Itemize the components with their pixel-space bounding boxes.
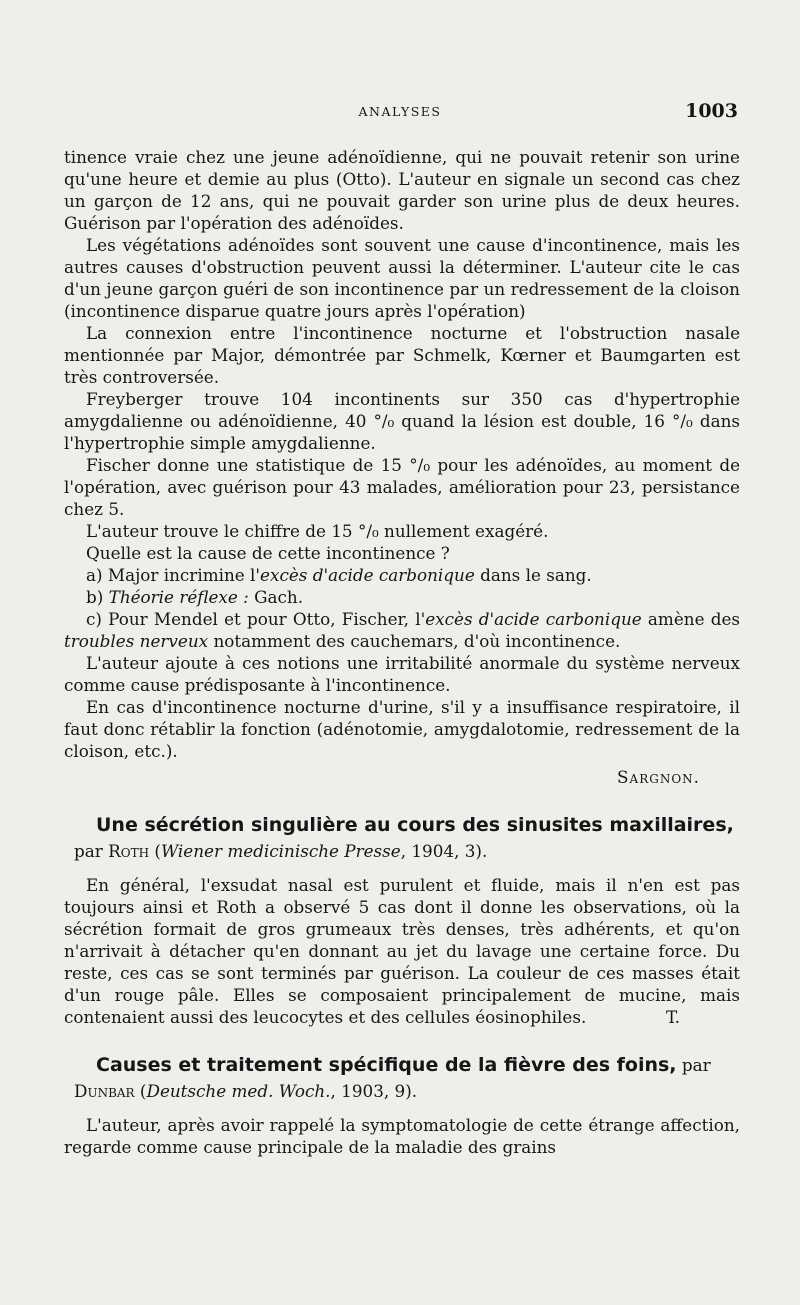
article-fievre-des-foins <box>64 1052 740 1158</box>
page-number: 1003 <box>685 100 738 122</box>
article-secretion-sinusites <box>64 812 740 1028</box>
article-body: En général, l'exsudat nasal est purulent et fluide, mais il n'en est pas toujours ainsi et Roth a observé 5 cas dont il donne les observations, où la sécrétion formait de gros grumeaux très denses, très adhérents, et qu'on n'arrivait à détacher qu'en donnant au jet du lavage une certaine force. Du reste, ces cas se sont terminés par guérison. La couleur de ces masses était d'un rouge pâle. Elles se composaient principalement de mucine, mais contenaient aussi des leucocytes et des cellules éosinophiles. T. <box>64 875 740 1027</box>
paragraph: Fischer donne une statistique de 15 °/₀ pour les adénoïdes, au moment de l'opération, avec guérison pour 43 malades, amélioration pour 23, persistance chez 5. <box>64 455 740 519</box>
paragraph: Freyberger trouve 104 incontinents sur 350 cas d'hypertrophie amygdalienne ou adénoïdienne, 40 °/₀ quand la lésion est double, 16 °/₀ dans l'hypertrophie simple amygdalienne. <box>64 389 740 453</box>
cause-b: b) Théorie réflexe : Gach. <box>86 587 304 607</box>
author-signature: T. <box>665 1007 680 1027</box>
paragraph: Quelle est la cause de cette incontinence ? <box>86 543 450 563</box>
paragraph: L'auteur trouve le chiffre de 15 °/₀ nullement exagéré. <box>86 521 549 541</box>
paragraph: Les végétations adénoïdes sont souvent une cause d'incontinence, mais les autres causes d'obstruction peuvent aussi la déterminer. L'auteur cite le cas d'un jeune garçon guéri de son incontinence par un redressement de la cloison (incontinence disparue quatre jours après l'opération) <box>64 235 740 321</box>
page-body <box>64 146 740 1158</box>
page-header <box>62 100 738 130</box>
article-title: Une sécrétion singulière au cours des sinusites maxillaires, par Roth (Wiener medicinische Presse, 1904, 3). <box>74 814 734 861</box>
author-signature: Sargnon. <box>617 767 700 787</box>
cause-a: a) Major incrimine l'excès d'acide carbonique dans le sang. <box>86 565 592 585</box>
paragraph: tinence vraie chez une jeune adénoïdienne, qui ne pouvait retenir son urine qu'une heure et demie au plus (Otto). L'auteur en signale un second cas chez un garçon de 12 ans, qui ne pouvait garder son urine plus de deux heures. Guérison par l'opération des adénoïdes. <box>64 147 740 233</box>
article-body: L'auteur, après avoir rappelé la symptomatologie de cette étrange affection, regarde comme cause principale de la maladie des grains <box>64 1115 740 1157</box>
paragraph: L'auteur ajoute à ces notions une irritabilité anormale du système nerveux comme cause prédisposante à l'incontinence. <box>64 653 740 695</box>
paragraph: En cas d'incontinence nocturne d'urine, s'il y a insuffisance respiratoire, il faut donc rétablir la fonction (adénotomie, amygdalotomie, redressement de la cloison, etc.). <box>64 697 740 761</box>
article-title: Causes et traitement spécifique de la fièvre des foins, par Dunbar (Deutsche med. Woch., 1903, 9). <box>74 1054 711 1101</box>
paragraph: La connexion entre l'incontinence nocturne et l'obstruction nasale mentionnée par Major, démontrée par Schmelk, Kœrner et Baumgarten est très controversée. <box>64 323 740 387</box>
cause-c: c) Pour Mendel et pour Otto, Fischer, l'excès d'acide carbonique amène des troubles nerveux notamment des cauchemars, d'où incontinence. <box>64 609 740 651</box>
running-head: ANALYSES <box>358 104 442 119</box>
